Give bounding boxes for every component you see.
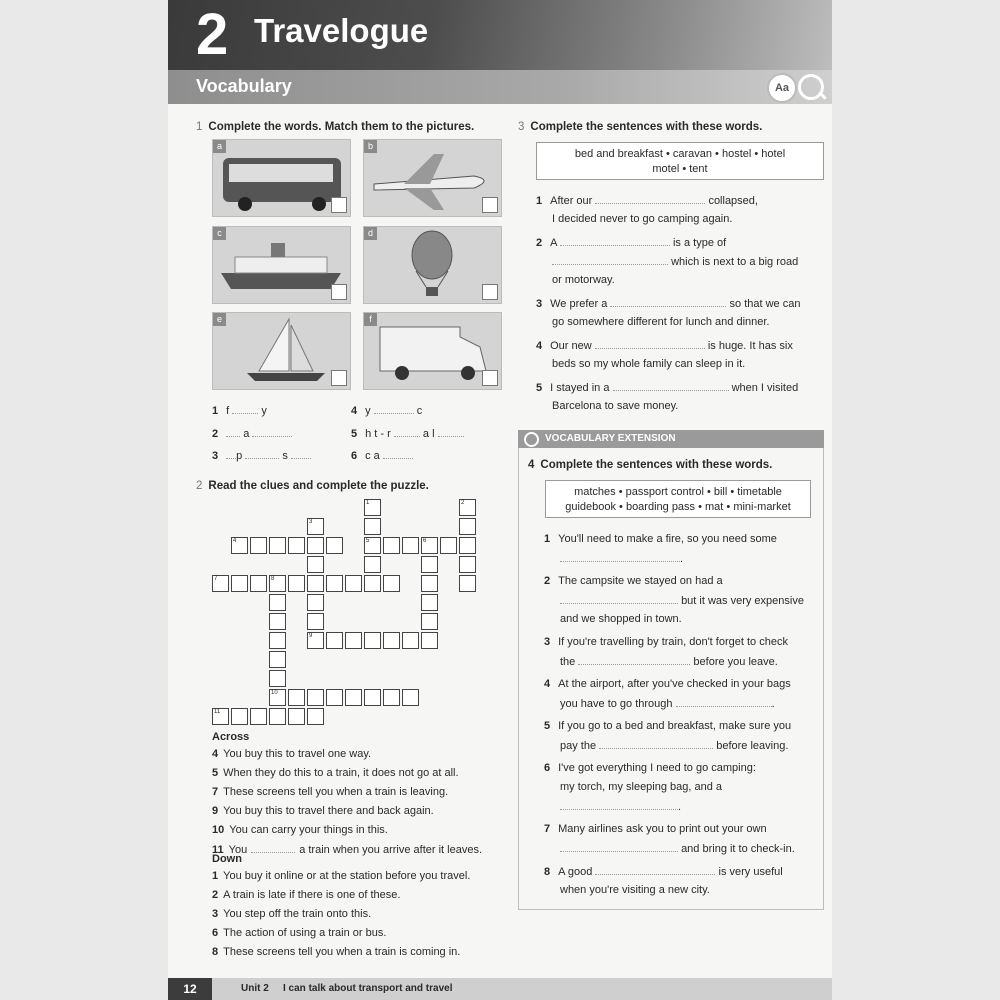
ex1-item-1: 1 f y — [212, 405, 267, 417]
crossword-cell[interactable] — [459, 518, 476, 535]
crossword-clue: 10 You can carry your things in this. — [212, 824, 388, 836]
crossword-cell[interactable] — [307, 689, 324, 706]
crossword-cell[interactable] — [269, 537, 286, 554]
ex4-item-2-line3: and we shopped in town. — [560, 613, 682, 625]
crossword-cell[interactable] — [326, 689, 343, 706]
ex4-item-8: 8 A good is very useful — [544, 866, 783, 878]
cell-number: 9 — [309, 633, 313, 639]
crossword-cell[interactable] — [250, 708, 267, 725]
crossword-cell[interactable] — [307, 537, 324, 554]
ex3-item-1-line2: I decided never to go camping again. — [552, 213, 733, 225]
ex1-item-3: 3 p s — [212, 449, 311, 462]
crossword-cell[interactable] — [288, 575, 305, 592]
crossword-cell[interactable] — [459, 575, 476, 592]
ex1-item-2: 2 a — [212, 427, 292, 440]
crossword-cell[interactable] — [421, 556, 438, 573]
crossword-cell[interactable] — [364, 556, 381, 573]
crossword-cell[interactable] — [288, 689, 305, 706]
picture-f — [363, 312, 502, 390]
unit-title: Travelogue — [254, 12, 429, 49]
picture-label: a — [213, 140, 226, 153]
ex3-item-2: 2 A is a type of — [536, 237, 727, 249]
cell-number: 10 — [271, 690, 278, 696]
ex3-item-2-line2: which is next to a big road — [552, 255, 798, 268]
crossword-cell[interactable] — [364, 632, 381, 649]
crossword-cell[interactable] — [307, 575, 324, 592]
crossword-cell[interactable] — [383, 632, 400, 649]
crossword-clue: 7 These screens tell you when a train is leaving. — [212, 786, 449, 798]
ex4-item-2-line2: but it was very expensive — [560, 594, 804, 607]
crossword-cell[interactable] — [269, 594, 286, 611]
cell-number: 2 — [461, 500, 465, 506]
cell-number: 6 — [423, 538, 427, 544]
crossword-cell[interactable] — [307, 556, 324, 573]
crossword-cell[interactable] — [421, 632, 438, 649]
crossword-cell[interactable] — [383, 537, 400, 554]
crossword-cell[interactable] — [402, 632, 419, 649]
crossword-cell[interactable] — [269, 613, 286, 630]
ex4-item-2: 2 The campsite we stayed on had a — [544, 575, 723, 587]
ex3-item-4-line2: beds so my whole family can sleep in it. — [552, 358, 746, 370]
crossword-clue: 4 You buy this to travel one way. — [212, 748, 372, 760]
ex4-item-6: 6 I've got everything I need to go camping: — [544, 762, 756, 774]
ex3-item-3: 3 We prefer a so that we can — [536, 298, 801, 310]
exercise-2-heading: 2 Read the clues and complete the puzzle. — [196, 480, 429, 492]
answer-box[interactable] — [331, 197, 347, 213]
crossword-cell[interactable] — [307, 708, 324, 725]
crossword-cell[interactable] — [269, 651, 286, 668]
crossword-cell[interactable] — [269, 632, 286, 649]
crossword-cell[interactable] — [364, 499, 381, 516]
ex4-item-7-line2: and bring it to check-in. — [560, 842, 795, 855]
cell-number: 1 — [366, 500, 370, 506]
crossword-clue: 11 You a train when you arrive after it leaves. — [212, 844, 483, 856]
crossword-cell[interactable] — [326, 537, 343, 554]
ex1-item-4: 4 y c — [351, 405, 423, 417]
coach-icon — [213, 140, 350, 216]
crossword-cell[interactable] — [364, 689, 381, 706]
picture-d — [363, 226, 502, 304]
answer-box[interactable] — [482, 284, 498, 300]
ex3-item-5-line2: Barcelona to save money. — [552, 400, 679, 412]
answer-box[interactable] — [331, 370, 347, 386]
ex4-item-3: 3 If you're travelling by train, don't forget to check — [544, 636, 788, 648]
crossword-cell[interactable] — [364, 518, 381, 535]
magnifier-plus-icon — [524, 432, 539, 447]
crossword-clue: 2 A train is late if there is one of these. — [212, 889, 401, 901]
cell-number: 11 — [214, 709, 221, 715]
ex3-item-1: 1 After our collapsed, — [536, 195, 758, 207]
crossword-cell[interactable] — [212, 708, 229, 725]
ex3-item-4: 4 Our new is huge. It has six — [536, 340, 793, 352]
crossword-clue: 3 You step off the train onto this. — [212, 908, 372, 920]
ex4-item-4: 4 At the airport, after you've checked in your bags — [544, 678, 791, 690]
space-shuttle-icon — [364, 140, 501, 216]
crossword-clue: 5 When they do this to a train, it does not go at all. — [212, 767, 459, 779]
crossword-cell[interactable] — [250, 537, 267, 554]
crossword-cell[interactable] — [231, 575, 248, 592]
across-title: Across — [212, 731, 250, 743]
word-list-line: guidebook • boarding pass • mat • mini-market — [565, 501, 791, 513]
ex4-item-6-line2: my torch, my sleeping bag, and a — [560, 781, 723, 793]
ex3-item-5: 5 I stayed in a when I visited — [536, 382, 799, 394]
picture-label: f — [364, 313, 377, 326]
crossword-cell[interactable] — [364, 537, 381, 554]
ex1-item-6: 6 c a — [351, 449, 413, 462]
crossword-cell[interactable] — [421, 537, 438, 554]
cruise-ship-icon — [213, 227, 350, 303]
page-number: 12 — [168, 978, 212, 1000]
crossword-cell[interactable] — [459, 499, 476, 516]
crossword-cell[interactable] — [402, 537, 419, 554]
unit-number: 2 — [196, 2, 229, 67]
crossword-clue: 9 You buy this to travel there and back again. — [212, 805, 434, 817]
magnifier-icon — [798, 74, 824, 100]
crossword-cell[interactable] — [345, 689, 362, 706]
crossword-cell[interactable] — [231, 537, 248, 554]
ex4-item-6-line3: . — [560, 800, 681, 813]
footer-unit: Unit 2 — [241, 983, 269, 994]
ex4-item-8-line2: when you're visiting a new city. — [560, 884, 710, 896]
aa-icon: Aa — [767, 73, 797, 103]
word-list-line: matches • passport control • bill • timetable — [574, 486, 782, 498]
ex4-item-1-line2: . — [560, 552, 683, 565]
crossword-clue: 1 You buy it online or at the station before you travel. — [212, 870, 471, 882]
exercise-1-heading: 1 Complete the words. Match them to the pictures. — [196, 121, 475, 133]
ex3-item-2-line3: or motorway. — [552, 274, 615, 286]
ex3-word-box — [536, 142, 824, 180]
van-icon — [364, 313, 501, 389]
crossword-cell[interactable] — [326, 575, 343, 592]
picture-label: b — [364, 140, 377, 153]
ex4-item-1: 1 You'll need to make a fire, so you need some — [544, 533, 777, 545]
cell-number: 7 — [214, 576, 218, 582]
crossword-cell[interactable] — [307, 518, 324, 535]
picture-b — [363, 139, 502, 217]
section-title: Vocabulary — [196, 76, 292, 96]
picture-a — [212, 139, 351, 217]
crossword-cell[interactable] — [459, 537, 476, 554]
picture-e — [212, 312, 351, 390]
crossword-cell[interactable] — [307, 632, 324, 649]
ex1-item-5: 5 h t - r a l — [351, 427, 464, 440]
crossword-cell[interactable] — [288, 708, 305, 725]
crossword-clue: 6 The action of using a train or bus. — [212, 927, 387, 939]
crossword-cell[interactable] — [212, 575, 229, 592]
crossword-cell[interactable] — [269, 689, 286, 706]
down-title: Down — [212, 853, 242, 865]
ex4-item-4-line2: you have to go through . — [560, 698, 775, 710]
crossword-cell[interactable] — [269, 670, 286, 687]
sailing-boat-icon — [213, 313, 350, 389]
crossword-cell[interactable] — [383, 689, 400, 706]
crossword-cell[interactable] — [402, 689, 419, 706]
cell-number: 8 — [271, 576, 275, 582]
crossword-cell[interactable] — [269, 575, 286, 592]
hot-air-balloon-icon — [364, 227, 501, 303]
ex4-item-7: 7 Many airlines ask you to print out your own — [544, 823, 767, 835]
picture-label: e — [213, 313, 226, 326]
word-list-line: bed and breakfast • caravan • hostel • hotel — [574, 148, 786, 160]
crossword-cell[interactable] — [231, 708, 248, 725]
crossword-cell[interactable] — [364, 575, 381, 592]
crossword-cell[interactable] — [269, 708, 286, 725]
crossword-cell[interactable] — [421, 613, 438, 630]
crossword-cell[interactable] — [345, 632, 362, 649]
vocabulary-extension-title: VOCABULARY EXTENSION — [545, 433, 676, 444]
crossword-cell[interactable] — [421, 594, 438, 611]
picture-label: c — [213, 227, 226, 240]
answer-box[interactable] — [482, 370, 498, 386]
ex4-item-3-line2: the before you leave. — [560, 656, 778, 668]
crossword-cell[interactable] — [250, 575, 267, 592]
crossword-cell[interactable] — [288, 537, 305, 554]
crossword-cell[interactable] — [345, 575, 362, 592]
crossword-cell[interactable] — [440, 537, 457, 554]
cell-number: 4 — [233, 538, 237, 544]
answer-box[interactable] — [331, 284, 347, 300]
footer-can-do: I can talk about transport and travel — [283, 983, 453, 994]
answer-box[interactable] — [482, 197, 498, 213]
ex4-item-5-line2: pay the before leaving. — [560, 740, 789, 752]
ex4-word-box — [545, 480, 811, 518]
crossword-cell[interactable] — [307, 613, 324, 630]
cell-number: 5 — [366, 538, 370, 544]
crossword-cell[interactable] — [326, 632, 343, 649]
exercise-3-heading: 3 Complete the sentences with these words. — [518, 121, 763, 133]
crossword-clue: 8 These screens tell you when a train is coming in. — [212, 946, 461, 958]
ex3-item-3-line2: go somewhere different for lunch and dinner. — [552, 316, 770, 328]
picture-label: d — [364, 227, 377, 240]
picture-c — [212, 226, 351, 304]
exercise-4-heading: 4 Complete the sentences with these words. — [528, 459, 773, 471]
crossword-cell[interactable] — [307, 594, 324, 611]
crossword-cell[interactable] — [421, 575, 438, 592]
crossword-cell[interactable] — [459, 556, 476, 573]
cell-number: 3 — [309, 519, 313, 525]
crossword-cell[interactable] — [383, 575, 400, 592]
ex4-item-5: 5 If you go to a bed and breakfast, make sure you — [544, 720, 792, 732]
word-list-line: motel • tent — [652, 163, 708, 175]
